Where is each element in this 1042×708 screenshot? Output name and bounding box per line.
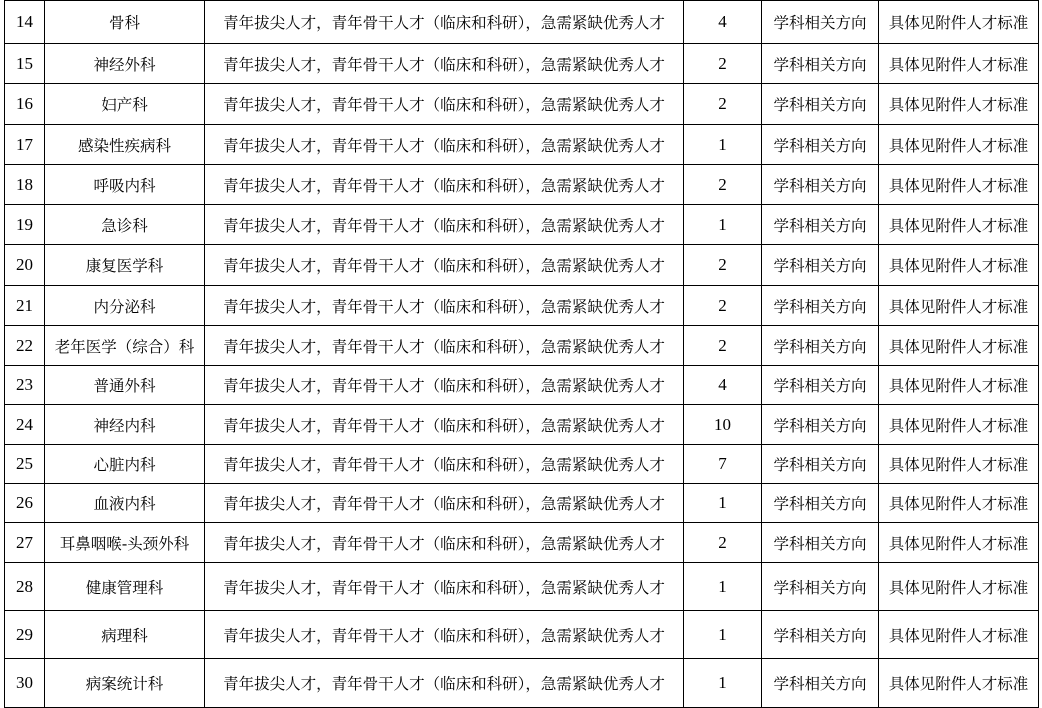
headcount-cell: 1 [684,659,762,708]
requirement-cell: 具体见附件人才标准 [879,205,1039,245]
row-number: 24 [5,405,45,445]
headcount-cell: 1 [684,484,762,523]
major-cell: 学科相关方向 [762,286,879,326]
row-number: 16 [5,84,45,125]
row-number: 15 [5,44,45,84]
major-cell: 学科相关方向 [762,659,879,708]
post-category-cell: 青年拔尖人才，青年骨干人才（临床和科研），急需紧缺优秀人才 [205,523,684,563]
requirement-cell: 具体见附件人才标准 [879,445,1039,484]
table-row [5,205,1039,245]
department-cell: 老年医学（综合）科 [45,326,205,366]
row-number: 28 [5,563,45,611]
headcount-cell: 1 [684,205,762,245]
major-cell: 学科相关方向 [762,205,879,245]
major-cell: 学科相关方向 [762,165,879,205]
table-row [5,84,1039,125]
requirement-cell: 具体见附件人才标准 [879,165,1039,205]
major-cell: 学科相关方向 [762,484,879,523]
table-row [5,44,1039,84]
requirement-cell: 具体见附件人才标准 [879,611,1039,659]
department-cell: 感染性疾病科 [45,125,205,165]
requirement-cell: 具体见附件人才标准 [879,405,1039,445]
department-cell: 神经内科 [45,405,205,445]
row-number: 22 [5,326,45,366]
major-cell: 学科相关方向 [762,405,879,445]
department-cell: 病案统计科 [45,659,205,708]
department-cell: 内分泌科 [45,286,205,326]
row-number: 14 [5,1,45,44]
table-row [5,405,1039,445]
major-cell: 学科相关方向 [762,125,879,165]
table-row [5,445,1039,484]
post-category-cell: 青年拔尖人才，青年骨干人才（临床和科研），急需紧缺优秀人才 [205,366,684,405]
post-category-cell: 青年拔尖人才，青年骨干人才（临床和科研），急需紧缺优秀人才 [205,484,684,523]
major-cell: 学科相关方向 [762,84,879,125]
table-row [5,563,1039,611]
major-cell: 学科相关方向 [762,245,879,286]
post-category-cell: 青年拔尖人才，青年骨干人才（临床和科研），急需紧缺优秀人才 [205,125,684,165]
headcount-cell: 2 [684,165,762,205]
requirement-cell: 具体见附件人才标准 [879,326,1039,366]
table-row [5,659,1039,708]
table-row [5,326,1039,366]
major-cell: 学科相关方向 [762,1,879,44]
table-row [5,1,1039,44]
post-category-cell: 青年拔尖人才，青年骨干人才（临床和科研），急需紧缺优秀人才 [205,245,684,286]
table-row [5,286,1039,326]
headcount-cell: 4 [684,1,762,44]
headcount-cell: 7 [684,445,762,484]
requirement-cell: 具体见附件人才标准 [879,1,1039,44]
major-cell: 学科相关方向 [762,44,879,84]
row-number: 18 [5,165,45,205]
post-category-cell: 青年拔尖人才，青年骨干人才（临床和科研），急需紧缺优秀人才 [205,205,684,245]
row-number: 25 [5,445,45,484]
headcount-cell: 2 [684,44,762,84]
row-number: 21 [5,286,45,326]
department-cell: 神经外科 [45,44,205,84]
department-cell: 康复医学科 [45,245,205,286]
headcount-cell: 2 [684,326,762,366]
department-cell: 心脏内科 [45,445,205,484]
table-row [5,165,1039,205]
headcount-cell: 2 [684,523,762,563]
row-number: 17 [5,125,45,165]
requirement-cell: 具体见附件人才标准 [879,484,1039,523]
headcount-cell: 2 [684,84,762,125]
post-category-cell: 青年拔尖人才，青年骨干人才（临床和科研），急需紧缺优秀人才 [205,286,684,326]
department-cell: 骨科 [45,1,205,44]
department-cell: 妇产科 [45,84,205,125]
post-category-cell: 青年拔尖人才，青年骨干人才（临床和科研），急需紧缺优秀人才 [205,44,684,84]
row-number: 29 [5,611,45,659]
headcount-cell: 1 [684,611,762,659]
headcount-cell: 10 [684,405,762,445]
department-cell: 普通外科 [45,366,205,405]
department-cell: 血液内科 [45,484,205,523]
requirement-cell: 具体见附件人才标准 [879,245,1039,286]
table-row [5,484,1039,523]
post-category-cell: 青年拔尖人才，青年骨干人才（临床和科研），急需紧缺优秀人才 [205,563,684,611]
requirement-cell: 具体见附件人才标准 [879,366,1039,405]
recruitment-table [4,0,1039,708]
requirement-cell: 具体见附件人才标准 [879,286,1039,326]
post-category-cell: 青年拔尖人才，青年骨干人才（临床和科研），急需紧缺优秀人才 [205,84,684,125]
table-row [5,523,1039,563]
department-cell: 呼吸内科 [45,165,205,205]
post-category-cell: 青年拔尖人才，青年骨干人才（临床和科研），急需紧缺优秀人才 [205,326,684,366]
headcount-cell: 2 [684,245,762,286]
department-cell: 健康管理科 [45,563,205,611]
requirement-cell: 具体见附件人才标准 [879,125,1039,165]
table-body [5,1,1039,708]
headcount-cell: 1 [684,125,762,165]
row-number: 27 [5,523,45,563]
requirement-cell: 具体见附件人才标准 [879,563,1039,611]
post-category-cell: 青年拔尖人才，青年骨干人才（临床和科研），急需紧缺优秀人才 [205,445,684,484]
major-cell: 学科相关方向 [762,326,879,366]
table-row [5,245,1039,286]
post-category-cell: 青年拔尖人才，青年骨干人才（临床和科研），急需紧缺优秀人才 [205,659,684,708]
row-number: 19 [5,205,45,245]
post-category-cell: 青年拔尖人才，青年骨干人才（临床和科研），急需紧缺优秀人才 [205,1,684,44]
department-cell: 耳鼻咽喉-头颈外科 [45,523,205,563]
major-cell: 学科相关方向 [762,611,879,659]
headcount-cell: 2 [684,286,762,326]
row-number: 23 [5,366,45,405]
row-number: 30 [5,659,45,708]
headcount-cell: 1 [684,563,762,611]
row-number: 20 [5,245,45,286]
department-cell: 急诊科 [45,205,205,245]
row-number: 26 [5,484,45,523]
major-cell: 学科相关方向 [762,445,879,484]
department-cell: 病理科 [45,611,205,659]
requirement-cell: 具体见附件人才标准 [879,44,1039,84]
table-row [5,125,1039,165]
major-cell: 学科相关方向 [762,523,879,563]
requirement-cell: 具体见附件人才标准 [879,523,1039,563]
post-category-cell: 青年拔尖人才，青年骨干人才（临床和科研），急需紧缺优秀人才 [205,165,684,205]
table-row [5,611,1039,659]
table-row [5,366,1039,405]
post-category-cell: 青年拔尖人才，青年骨干人才（临床和科研），急需紧缺优秀人才 [205,405,684,445]
major-cell: 学科相关方向 [762,563,879,611]
post-category-cell: 青年拔尖人才，青年骨干人才（临床和科研），急需紧缺优秀人才 [205,611,684,659]
requirement-cell: 具体见附件人才标准 [879,659,1039,708]
headcount-cell: 4 [684,366,762,405]
major-cell: 学科相关方向 [762,366,879,405]
requirement-cell: 具体见附件人才标准 [879,84,1039,125]
